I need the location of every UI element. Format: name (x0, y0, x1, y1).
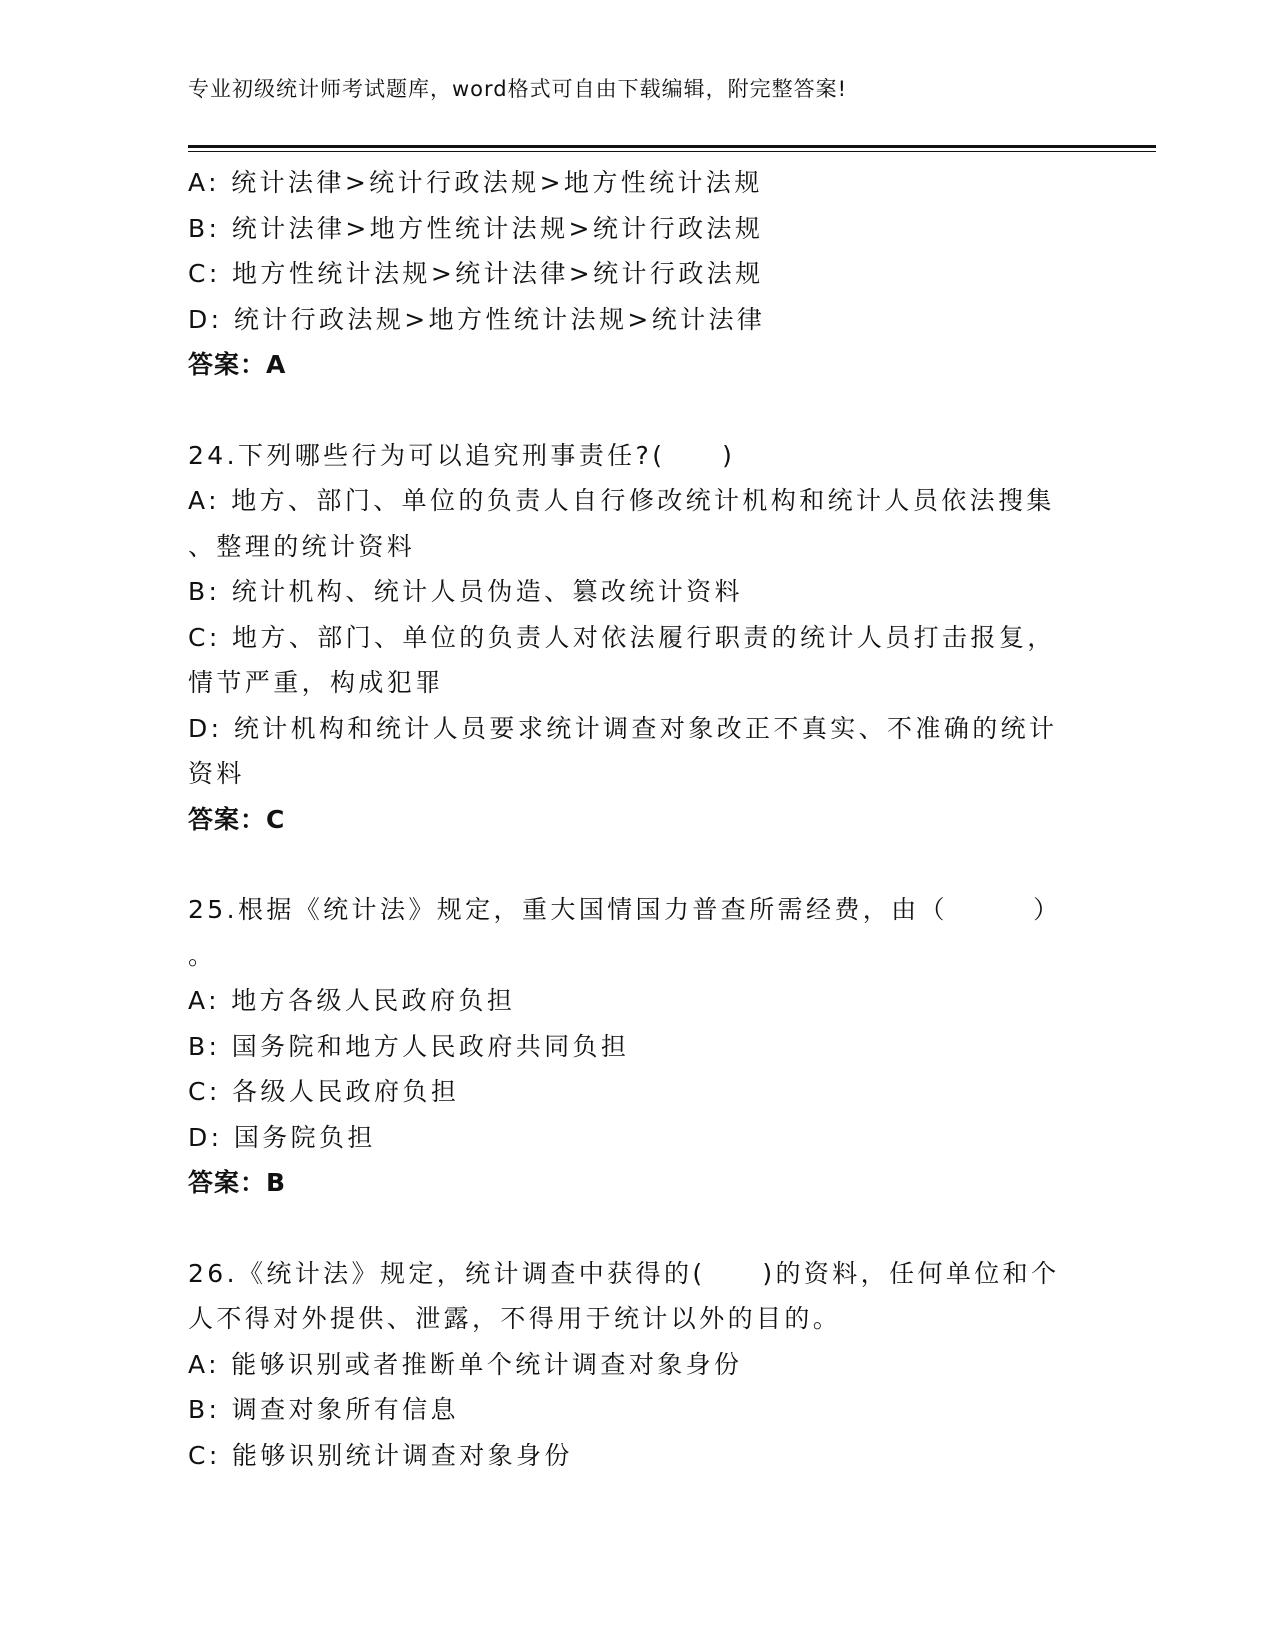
q24-option-a-cont: 、整理的统计资料 (188, 531, 416, 561)
question-24 (188, 433, 1088, 843)
q23-answer: 答案：A (188, 350, 287, 379)
question-23 (188, 160, 1088, 388)
q25-option-a: A: 地方各级人民政府负担 (188, 986, 516, 1015)
q26-option-a: A: 能够识别或者推断单个统计调查对象身份 (188, 1349, 743, 1379)
q24-option-c-cont: 情节严重，构成犯罪 (188, 668, 444, 697)
q26-stem-cont: 人不得对外提供、泄露，不得用于统计以外的目的。 (188, 1304, 842, 1333)
q24-option-c: C: 地方、部门、单位的负责人对依法履行职责的统计人员打击报复， (188, 622, 1056, 652)
q26-option-c: C: 能够识别统计调查对象身份 (188, 1440, 573, 1470)
document-body (188, 160, 1088, 1478)
q24-option-b: B: 统计机构、统计人员伪造、篡改统计资料 (188, 577, 743, 606)
q24-answer: 答案：C (188, 804, 286, 834)
question-26 (188, 1251, 1088, 1479)
q24-option-d: D: 统计机构和统计人员要求统计调查对象改正不真实、不准确的统计 (188, 713, 1058, 743)
q25-answer: 答案：B (188, 1168, 287, 1197)
q25-option-b: B: 国务院和地方人民政府共同负担 (188, 1031, 630, 1061)
q26-option-b: B: 调查对象所有信息 (188, 1395, 459, 1424)
q24-option-d-cont: 资料 (188, 759, 245, 788)
q23-option-d: D: 统计行政法规>地方性统计法规>统计法律 (188, 304, 766, 334)
question-25 (188, 887, 1088, 1206)
q25-stem: 25.根据《统计法》规定，重大国情国力普查所需经费，由（ ） (188, 895, 1062, 924)
header-rule (188, 145, 1156, 152)
q25-option-d: D: 国务院负担 (188, 1122, 376, 1152)
page-header: 专业初级统计师考试题库，word格式可自由下载编辑，附完整答案! (188, 77, 848, 101)
q25-stem-cont: 。 (188, 940, 217, 970)
q25-option-c: C: 各级人民政府负担 (188, 1077, 460, 1106)
q23-option-b: B: 统计法律>地方性统计法规>统计行政法规 (188, 213, 764, 243)
q23-option-a: A: 统计法律>统计行政法规>地方性统计法规 (188, 168, 763, 197)
q24-stem: 24.下列哪些行为可以追究刑事责任?( ) (188, 440, 736, 470)
q24-option-a: A: 地方、部门、单位的负责人自行修改统计机构和统计人员依法搜集 (188, 486, 1055, 515)
q26-stem: 26.《统计法》规定，统计调查中获得的( )的资料，任何单位和个 (188, 1258, 1060, 1288)
q23-option-c: C: 地方性统计法规>统计法律>统计行政法规 (188, 259, 764, 288)
